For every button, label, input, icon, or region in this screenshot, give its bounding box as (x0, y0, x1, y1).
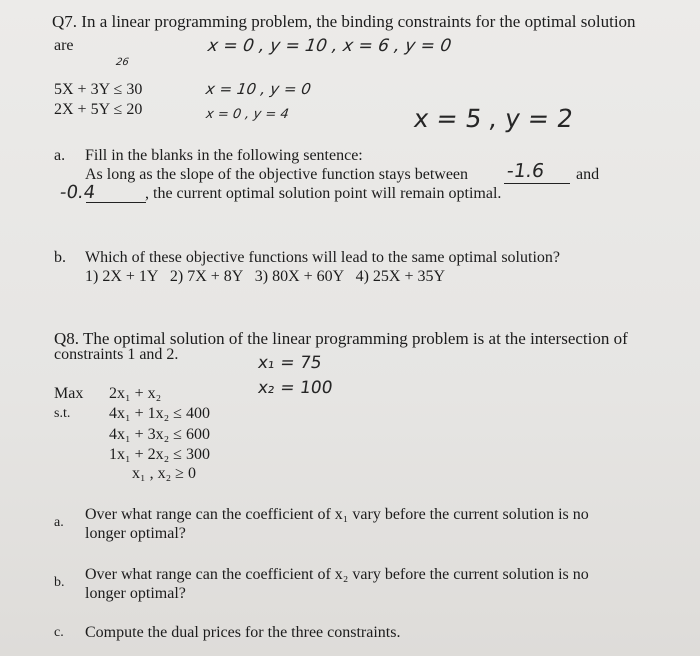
q8-constraint-2: 4x₁ + 3x₂ ≤ 600 (109, 426, 210, 443)
handwritten-solution: x = 5 , y = 2 (411, 104, 575, 133)
q7a-line-1: Fill in the blanks in the following sentence: (85, 147, 363, 164)
handwritten-blank-1: -1.6 (505, 160, 546, 182)
q7b-line-1: Which of these objective functions will lead to the same optimal solution? (85, 249, 560, 266)
q8c-label: c. (54, 625, 64, 640)
handwritten-x1: x₁ = 75 (256, 353, 323, 373)
q7a-label: a. (54, 147, 66, 164)
q7a-and: and (576, 166, 600, 183)
q8a-line-1: Over what range can the coefficient of x₁ vary before the current solution is no (85, 506, 589, 523)
q8a-label: a. (54, 515, 64, 530)
q8b-line-2: longer optimal? (85, 585, 186, 602)
handwritten-intercepts-1: x = 10 , y = 0 (204, 80, 313, 98)
handwritten-side-note: 26 (115, 57, 130, 68)
q7a-line-3: , the current optimal solution point will remain optimal. (145, 185, 502, 202)
q8-nonnegativity: x₁ , x₂ ≥ 0 (132, 465, 196, 482)
handwritten-intercepts-2: x = 0 , y = 4 (204, 107, 290, 122)
fill-blank-2 (86, 202, 146, 203)
q7a-line-2: As long as the slope of the objective function stays between (85, 166, 469, 183)
q8-constraint-3: 1x₁ + 2x₂ ≤ 300 (109, 446, 210, 463)
q8-objective: 2x₁ + x₂ (109, 385, 162, 402)
q8-st-label: s.t. (54, 406, 71, 421)
handwritten-x2: x₂ = 100 (256, 378, 334, 398)
q8b-label: b. (54, 575, 65, 590)
q7b-label: b. (54, 249, 66, 266)
q8c-line-1: Compute the dual prices for the three constraints. (85, 624, 401, 641)
q7-title-continued: are (54, 37, 74, 54)
q8-max-label: Max (54, 385, 84, 402)
q7b-options: 1) 2X + 1Y 2) 7X + 8Y 3) 80X + 60Y 4) 25X + 35Y (85, 268, 446, 285)
q8a-line-2: longer optimal? (85, 525, 186, 542)
handwritten-points: x = 0 , y = 10 , x = 6 , y = 0 (206, 36, 453, 56)
q8b-line-1: Over what range can the coefficient of x₂ vary before the current solution is no (85, 566, 589, 583)
q7-title: Q7. In a linear programming problem, the binding constraints for the optimal solution (52, 12, 636, 31)
q7-constraint-1: 5X + 3Y ≤ 30 (54, 81, 143, 98)
q8-title-continued: constraints 1 and 2. (54, 346, 179, 363)
q8-title: Q8. The optimal solution of the linear programming problem is at the intersection of (54, 329, 628, 348)
handwritten-blank-2: -0.4 (58, 182, 97, 203)
q7-constraint-2: 2X + 5Y ≤ 20 (54, 101, 143, 118)
q8-constraint-1: 4x₁ + 1x₂ ≤ 400 (109, 405, 210, 422)
fill-blank-1 (504, 183, 570, 184)
